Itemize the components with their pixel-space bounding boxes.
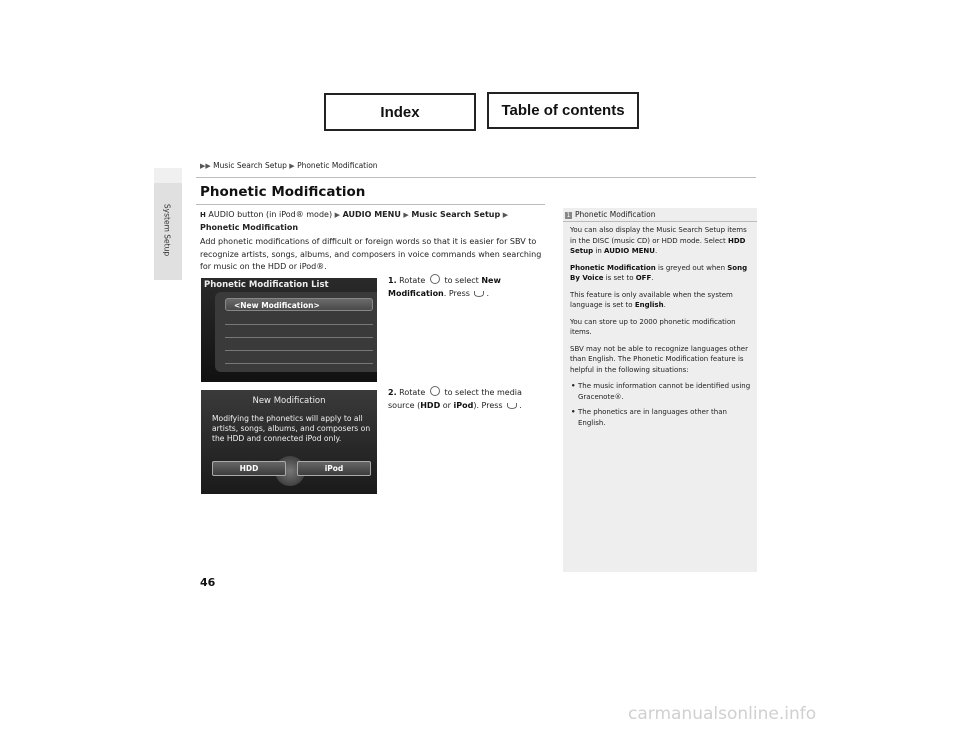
step-text: to select <box>444 276 479 285</box>
ipod-option: iPod <box>297 461 371 476</box>
new-modification-screenshot <box>201 390 377 494</box>
menu-path-prefix: AUDIO button (in iPod® mode) <box>208 210 333 219</box>
note-heading-text: Phonetic Modification <box>575 210 656 219</box>
note-divider <box>563 221 757 222</box>
step-bold: iPod <box>453 400 474 410</box>
hdd-option: HDD <box>212 461 286 476</box>
step-text: or <box>442 400 451 410</box>
page-number: 46 <box>200 576 216 589</box>
list-divider <box>225 324 373 325</box>
note-body <box>570 225 753 433</box>
path-arrow-icon: ▶ <box>502 211 509 219</box>
note-paragraph: You can store up to 2000 phonetic modification items. <box>570 317 736 336</box>
step-number: 1. <box>388 276 397 285</box>
note-heading <box>565 210 655 219</box>
side-tab-top <box>154 168 182 184</box>
note-paragraph: SBV may not be able to recognize languages other than English. The Phonetic Modification feature is helpful in the following situations: <box>570 344 748 374</box>
press-dial-icon <box>474 291 484 297</box>
note-paragraph: Phonetic Modification is greyed out when Song By Voice is set to OFF. <box>570 263 748 282</box>
path-arrow-icon: ▶ <box>334 211 341 219</box>
menu-path <box>200 209 545 234</box>
side-tab-label: System Setup <box>162 203 172 257</box>
breadcrumb <box>200 161 378 170</box>
step-text: . Press <box>443 288 470 298</box>
table-of-contents-button[interactable]: Table of contents <box>487 92 639 129</box>
sidebar-note <box>563 208 757 572</box>
screen-message: Modifying the phonetics will apply to all artists, songs, albums, and composers on the HDD and connected iPod only. <box>212 414 371 443</box>
list-divider <box>225 337 373 338</box>
step-1: 1. Rotate to select New Modification. Press . <box>388 276 501 298</box>
breadcrumb-arrow-icon: ▶▶ <box>200 162 211 170</box>
note-bullet: • The phonetics are in languages other than English. <box>570 407 753 428</box>
step-2: 2. Rotate to select the media source (HDD or iPod). Press . <box>388 388 522 410</box>
interface-dial-icon <box>430 386 440 396</box>
breadcrumb-item-music-search-setup[interactable]: Music Search Setup <box>213 161 287 170</box>
step-bold: HDD <box>420 400 441 410</box>
note-paragraph: This feature is only available when the system language is set to English. <box>570 290 733 309</box>
title-divider <box>196 204 545 205</box>
step-number: 2. <box>388 388 397 397</box>
step-text: Rotate <box>399 276 426 285</box>
breadcrumb-item-phonetic-modification[interactable]: Phonetic Modification <box>297 161 378 170</box>
menu-path-phonetic-modification: Phonetic Modification <box>200 222 299 232</box>
home-icon: H <box>200 211 206 219</box>
list-divider <box>225 363 373 364</box>
menu-path-music-search-setup: Music Search Setup <box>411 210 501 219</box>
list-divider <box>225 350 373 351</box>
index-button[interactable]: Index <box>324 93 476 131</box>
header-divider <box>196 177 756 178</box>
phonetic-modification-list-screenshot <box>201 278 377 382</box>
breadcrumb-arrow-icon: ▶ <box>289 162 295 170</box>
screen-header: Phonetic Modification List <box>204 280 329 290</box>
path-arrow-icon: ▶ <box>403 211 409 219</box>
step-text: Rotate <box>399 388 426 397</box>
menu-path-audio-menu: AUDIO MENU <box>342 210 401 219</box>
step-bold: New Modification <box>388 276 501 298</box>
step-text: ). Press <box>473 400 503 410</box>
new-modification-item: <New Modification> <box>225 298 373 311</box>
screen-title: New Modification <box>252 396 326 406</box>
press-dial-icon <box>507 403 517 409</box>
page-title: Phonetic Modification <box>200 184 366 200</box>
watermark: carmanualsonline.info <box>628 704 817 724</box>
intro-paragraph: Add phonetic modifications of difficult or foreign words so that it is easier for SBV to recognize artists, songs, albums, and composers in voice commands when searching for music on the HDD or iPod®. <box>200 237 542 271</box>
note-icon: 1 <box>566 212 571 219</box>
note-paragraph: You can also display the Music Search Setup items in the DISC (music CD) or HDD mode. Select HDD Setup in AUDIO MENU. <box>570 226 747 255</box>
interface-dial-icon <box>430 274 440 284</box>
step-text: to select the media source ( <box>388 388 522 410</box>
note-bullet: • The music information cannot be identified using Gracenote®. <box>570 381 753 402</box>
